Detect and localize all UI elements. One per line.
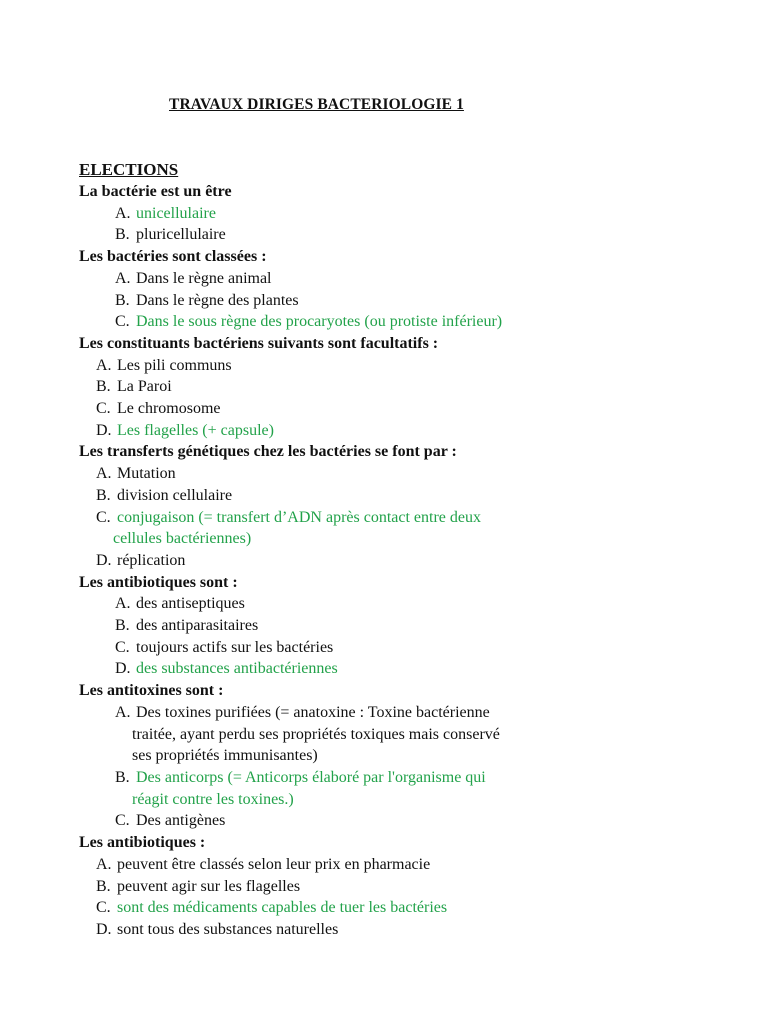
option-letter: D. [115,660,131,678]
option-line: pluricellulaire [136,226,226,244]
option-text [117,485,232,507]
option-letter: D. [96,551,112,569]
correct-option-text [117,897,447,919]
option-line: Les flagelles (+ capsule) [117,421,274,439]
option-letter: C. [115,812,130,830]
correct-option-text [117,420,274,442]
option-line: Mutation [117,465,176,483]
option-line: Des antigènes [136,812,226,830]
option-letter: A. [115,703,131,721]
option-line: des substances antibactériennes [136,660,338,678]
option-text [117,854,430,876]
question-text: Les transferts génétiques chez les bactéries se font par : [79,443,457,461]
option-line: Le chromosome [117,400,221,418]
answer-option [79,810,739,832]
option-letter: B. [115,768,130,786]
correct-option-text [136,311,502,333]
option-line: division cellulaire [117,486,233,504]
correct-option-text [136,203,216,225]
option-text [136,224,226,246]
option-text [117,919,338,941]
option-letter: B. [115,291,130,309]
option-line: Des anticorps (= Anticorps élaboré par l'organisme qui [136,768,486,786]
document-title: TRAVAUX DIRIGES BACTERIOLOGIE 1 [169,96,464,113]
answer-option [79,376,739,398]
option-text [117,398,221,420]
option-text [136,268,272,290]
option-letter: A. [115,595,131,613]
option-text [136,593,245,615]
option-letter: D. [96,421,112,439]
option-letter: B. [96,877,111,895]
document-content [79,158,739,941]
option-line: Des toxines purifiées (= anatoxine : Toxine bactérienne [136,703,490,721]
option-text [117,355,232,377]
option-line: unicellulaire [136,204,216,222]
option-text [136,290,299,312]
option-line: ses propriétés immunisantes) [132,747,318,765]
option-letter: A. [96,855,112,873]
answer-option [79,658,739,680]
answer-option [79,854,739,876]
option-line: des antiparasitaires [136,617,259,635]
option-text [117,376,172,398]
option-line: toujours actifs sur les bactéries [136,638,334,656]
answer-option [79,290,739,312]
answer-option [79,398,739,420]
option-line: peuvent être classés selon leur prix en pharmacie [117,855,431,873]
option-text [136,637,333,659]
correct-option-text [132,767,486,810]
answer-option [79,485,739,507]
option-line: Dans le sous règne des procaryotes (ou protiste inférieur) [136,313,503,331]
option-text [117,463,176,485]
answer-option [79,224,739,246]
option-letter: A. [96,356,112,374]
option-text [117,876,300,898]
option-line: peuvent agir sur les flagelles [117,877,301,895]
answer-option [79,463,739,485]
option-line: des antiseptiques [136,595,245,613]
section-heading: ELECTIONS [79,160,179,179]
answer-option [79,593,739,615]
answer-option [79,268,739,290]
option-line: sont tous des substances naturelles [117,920,339,938]
correct-option-text [136,658,338,680]
option-line: La Paroi [117,378,172,396]
option-letter: C. [96,899,111,917]
answer-option [79,203,739,225]
answer-option [79,702,739,767]
option-line: cellules bactériennes) [113,530,252,548]
option-letter: B. [96,378,111,396]
question-text: Les constituants bactériens suivants sont facultatifs : [79,334,439,352]
answer-option [79,355,739,377]
answer-option [79,897,739,919]
option-line: réagit contre les toxines.) [132,790,294,808]
answer-option [79,615,739,637]
answer-option [79,507,739,550]
option-letter: D. [96,920,112,938]
question-text: Les antibiotiques : [79,834,206,852]
option-line: traitée, ayant perdu ses propriétés toxiques mais conservé [132,725,500,743]
option-letter: A. [96,465,112,483]
option-line: Dans le règne des plantes [136,291,299,309]
option-letter: C. [115,313,130,331]
option-letter: B. [96,486,111,504]
option-letter: A. [115,204,131,222]
correct-option-text [113,507,481,550]
option-text [136,810,225,832]
question-text: Les antitoxines sont : [79,682,224,700]
option-line: conjugaison (= transfert d’ADN après contact entre deux [117,508,481,526]
answer-option [79,876,739,898]
answer-option [79,919,739,941]
question-text: Les bactéries sont classées : [79,248,267,266]
option-text [136,615,258,637]
option-text [117,550,185,572]
option-letter: A. [115,269,131,287]
option-letter: B. [115,226,130,244]
option-letter: C. [96,400,111,418]
answer-option [79,420,739,442]
question-text: Les antibiotiques sont : [79,573,238,591]
answer-option [79,637,739,659]
option-line: réplication [117,551,186,569]
question-list [79,181,739,941]
option-letter: C. [96,508,111,526]
answer-option [79,550,739,572]
option-letter: B. [115,617,130,635]
question-text: La bactérie est un être [79,183,232,200]
answer-option [79,767,739,810]
option-line: sont des médicaments capables de tuer les bactéries [117,899,448,917]
option-text [132,702,500,767]
option-letter: C. [115,638,130,656]
option-line: Les pili communs [117,356,232,374]
option-line: Dans le règne animal [136,269,272,287]
answer-option [79,311,739,333]
